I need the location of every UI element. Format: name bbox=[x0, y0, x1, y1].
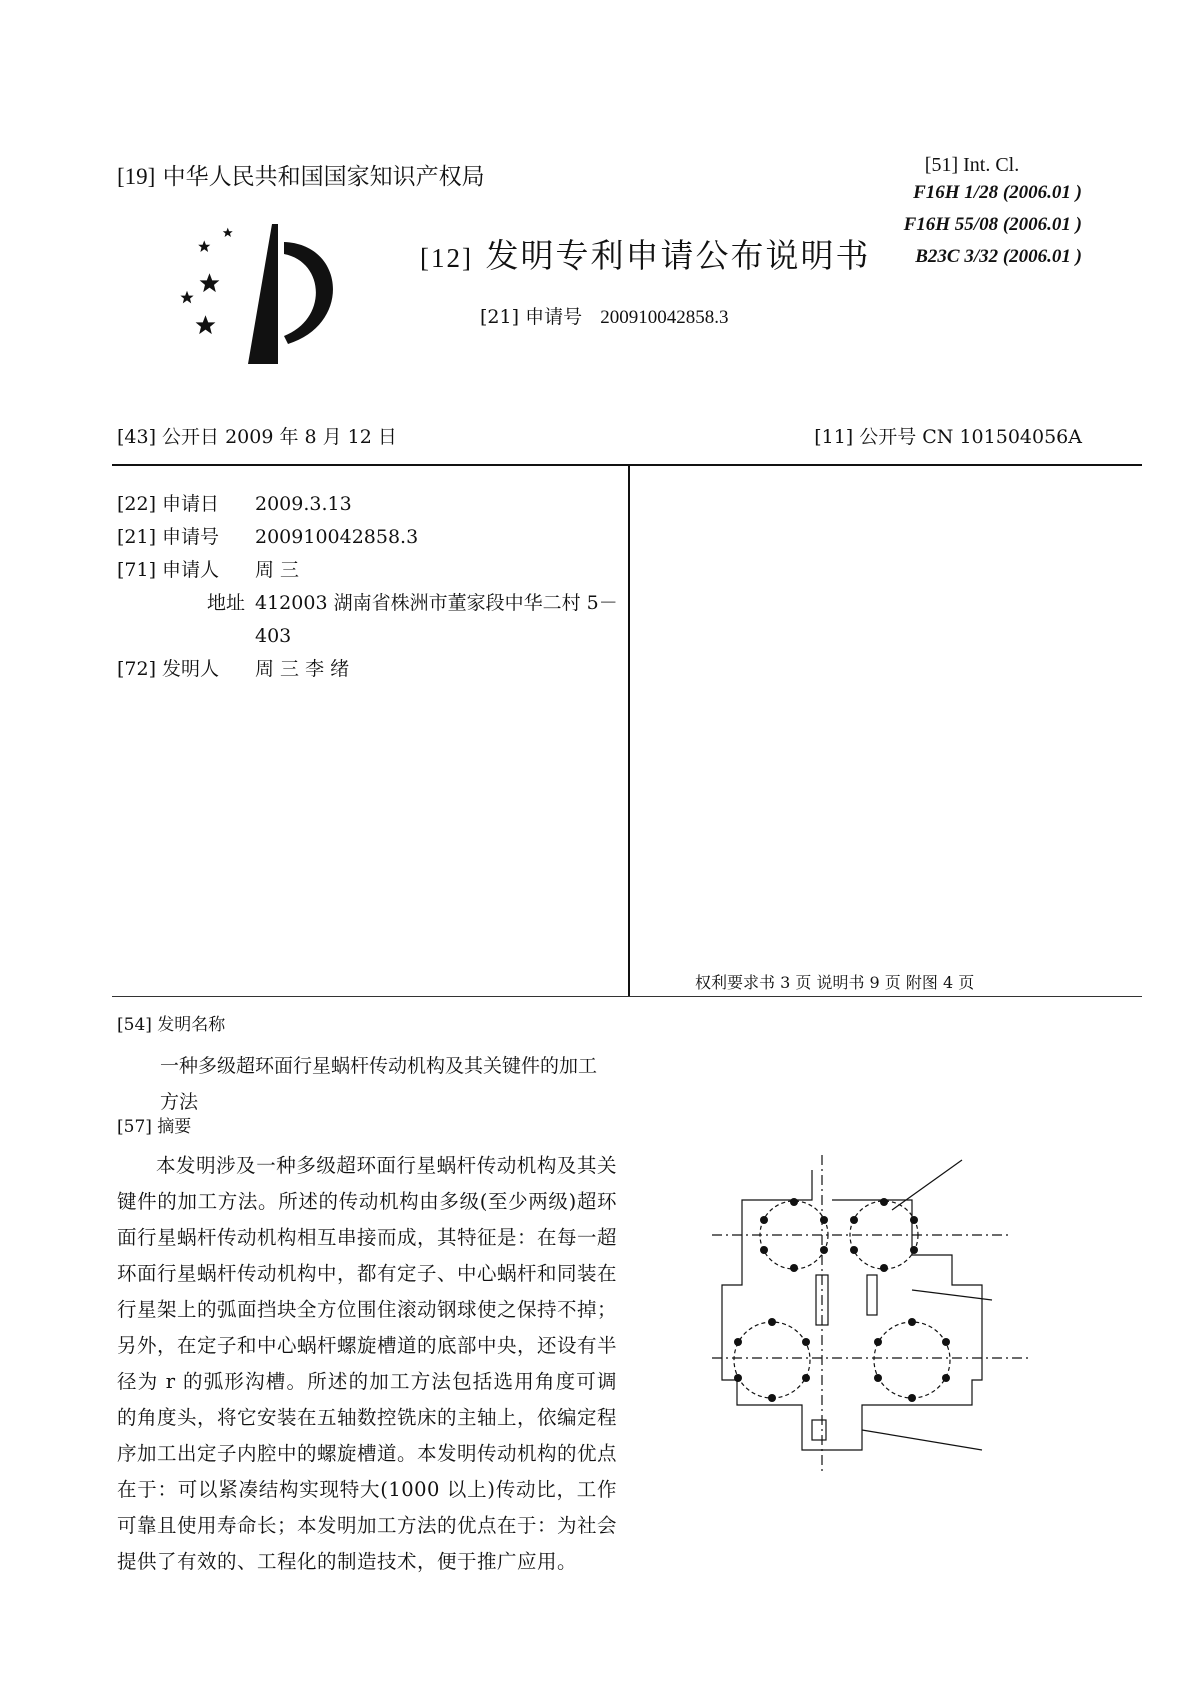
logo-star-3 bbox=[180, 291, 193, 304]
ball bbox=[768, 1318, 776, 1326]
biblio-value: 2009.3.13 bbox=[255, 493, 352, 515]
biblio-row bbox=[117, 554, 622, 587]
ball bbox=[908, 1394, 916, 1402]
biblio-value: 200910042858.3 bbox=[255, 526, 419, 548]
ball bbox=[942, 1338, 950, 1346]
planet-circle bbox=[874, 1322, 950, 1398]
biblio-label: [22] 申请日 bbox=[117, 493, 220, 515]
publication-date: [43] 公开日 2009 年 8 月 12 日 bbox=[117, 426, 397, 448]
biblio-row bbox=[117, 521, 622, 554]
abstract-text: 本发明涉及一种多级超环面行星蜗杆传动机构及其关键件的加工方法。所述的传动机构由多级(至少两级)超环面行星蜗杆传动机构相互串接而成，其特征是：在每一超环面行星蜗杆传动机构中，都有定子、中心蜗杆和同装在行星架上的弧面挡块全方位围住滚动钢球使之保持不掉；另外，在定子和中心蜗杆螺旋槽道的底部中央，还设有半径为 r 的弧形沟槽。所述的加工方法包括选用角度可调的角度头，将它安装在五轴数控铣床的主轴上，依编定程序加工出定子内腔中的螺旋槽道。本发明传动机构的优点在于：可以紧凑结构实现特大(1000 以上)传动比，工作可靠且使用寿命长；本发明加工方法的优点在于：为社会提供了有效的、工程化的制造技术，便于推广应用。 bbox=[117, 1154, 618, 1573]
logo-arc bbox=[284, 242, 333, 344]
biblio-value: 周 三 李 绪 bbox=[255, 658, 350, 680]
ball bbox=[820, 1216, 828, 1224]
document-title bbox=[420, 230, 870, 277]
doc-type: 发明专利申请公布说明书 bbox=[485, 236, 871, 275]
ball bbox=[874, 1374, 882, 1382]
ball bbox=[910, 1246, 918, 1254]
ball bbox=[850, 1246, 858, 1254]
biblio-value: 周 三 bbox=[255, 559, 300, 581]
biblio-label: [21] 申请号 bbox=[117, 526, 220, 548]
ball bbox=[734, 1338, 742, 1346]
publication-number: [11] 公开号 CN 101504056A bbox=[814, 426, 1082, 448]
int-cl-row: F16H 55/08 (2006.01 ) bbox=[903, 214, 1082, 235]
pages-note: 权利要求书 3 页 说明书 9 页 附图 4 页 bbox=[695, 973, 975, 992]
office-code: [19] bbox=[117, 164, 156, 189]
ball bbox=[790, 1264, 798, 1272]
planet-circle bbox=[734, 1322, 810, 1398]
ball bbox=[820, 1246, 828, 1254]
biblio-label: [71] 申请人 bbox=[117, 559, 220, 581]
logo-star-2 bbox=[200, 273, 220, 292]
ball bbox=[908, 1318, 916, 1326]
title-section-label: [54] 发明名称 bbox=[117, 1015, 226, 1035]
office-name: 中华人民共和国国家知识产权局 bbox=[162, 164, 485, 190]
int-cl-block bbox=[822, 154, 1082, 273]
biblio-label: 地址 bbox=[206, 592, 245, 614]
appno-value: 200910042858.3 bbox=[600, 307, 729, 328]
divider-vertical bbox=[628, 466, 630, 996]
ball bbox=[850, 1216, 858, 1224]
biblio-label: [72] 发明人 bbox=[117, 658, 220, 680]
ball bbox=[734, 1374, 742, 1382]
ball bbox=[880, 1264, 888, 1272]
ball bbox=[942, 1374, 950, 1382]
appno-code: [21] bbox=[480, 306, 520, 328]
abstract-section-label: [57] 摘要 bbox=[117, 1117, 192, 1137]
appno-label: 申请号 bbox=[525, 306, 583, 328]
divider-middle bbox=[112, 996, 1142, 997]
divider-top bbox=[112, 464, 1142, 466]
leader-line bbox=[892, 1160, 962, 1210]
logo-star-1 bbox=[198, 240, 210, 252]
bibliographic-data bbox=[117, 488, 622, 686]
ball bbox=[910, 1216, 918, 1224]
application-number-header bbox=[480, 302, 728, 329]
logo-star-5 bbox=[223, 228, 233, 237]
ball bbox=[802, 1374, 810, 1382]
logo-star-4 bbox=[196, 315, 216, 334]
biblio-value: 412003 湖南省株洲市董家段中华二村 5－403 bbox=[255, 592, 618, 647]
int-cl-row: B23C 3/32 (2006.01 ) bbox=[915, 246, 1082, 267]
int-cl-row: F16H 1/28 (2006.01 ) bbox=[913, 182, 1082, 203]
ball bbox=[790, 1198, 798, 1206]
biblio-row bbox=[117, 587, 622, 653]
issuing-office bbox=[117, 158, 485, 191]
biblio-row bbox=[117, 488, 622, 521]
hatch-block bbox=[812, 1420, 826, 1440]
leader-line bbox=[912, 1290, 992, 1300]
biblio-row bbox=[117, 653, 622, 686]
ball bbox=[802, 1338, 810, 1346]
leader-line bbox=[862, 1430, 982, 1450]
sipo-logo bbox=[180, 224, 360, 369]
ball bbox=[768, 1394, 776, 1402]
logo-emblem bbox=[248, 224, 278, 364]
ball bbox=[760, 1216, 768, 1224]
doc-type-code: [12] bbox=[420, 243, 473, 273]
ball bbox=[880, 1198, 888, 1206]
ball bbox=[760, 1246, 768, 1254]
invention-title: 一种多级超环面行星蜗杆传动机构及其关键件的加工方法 bbox=[160, 1055, 598, 1113]
hatch-block bbox=[867, 1275, 877, 1315]
housing-outline bbox=[722, 1170, 982, 1450]
ball bbox=[874, 1338, 882, 1346]
abstract-drawing bbox=[712, 1150, 1042, 1490]
int-cl-head: [51] Int. Cl. bbox=[924, 154, 1020, 176]
